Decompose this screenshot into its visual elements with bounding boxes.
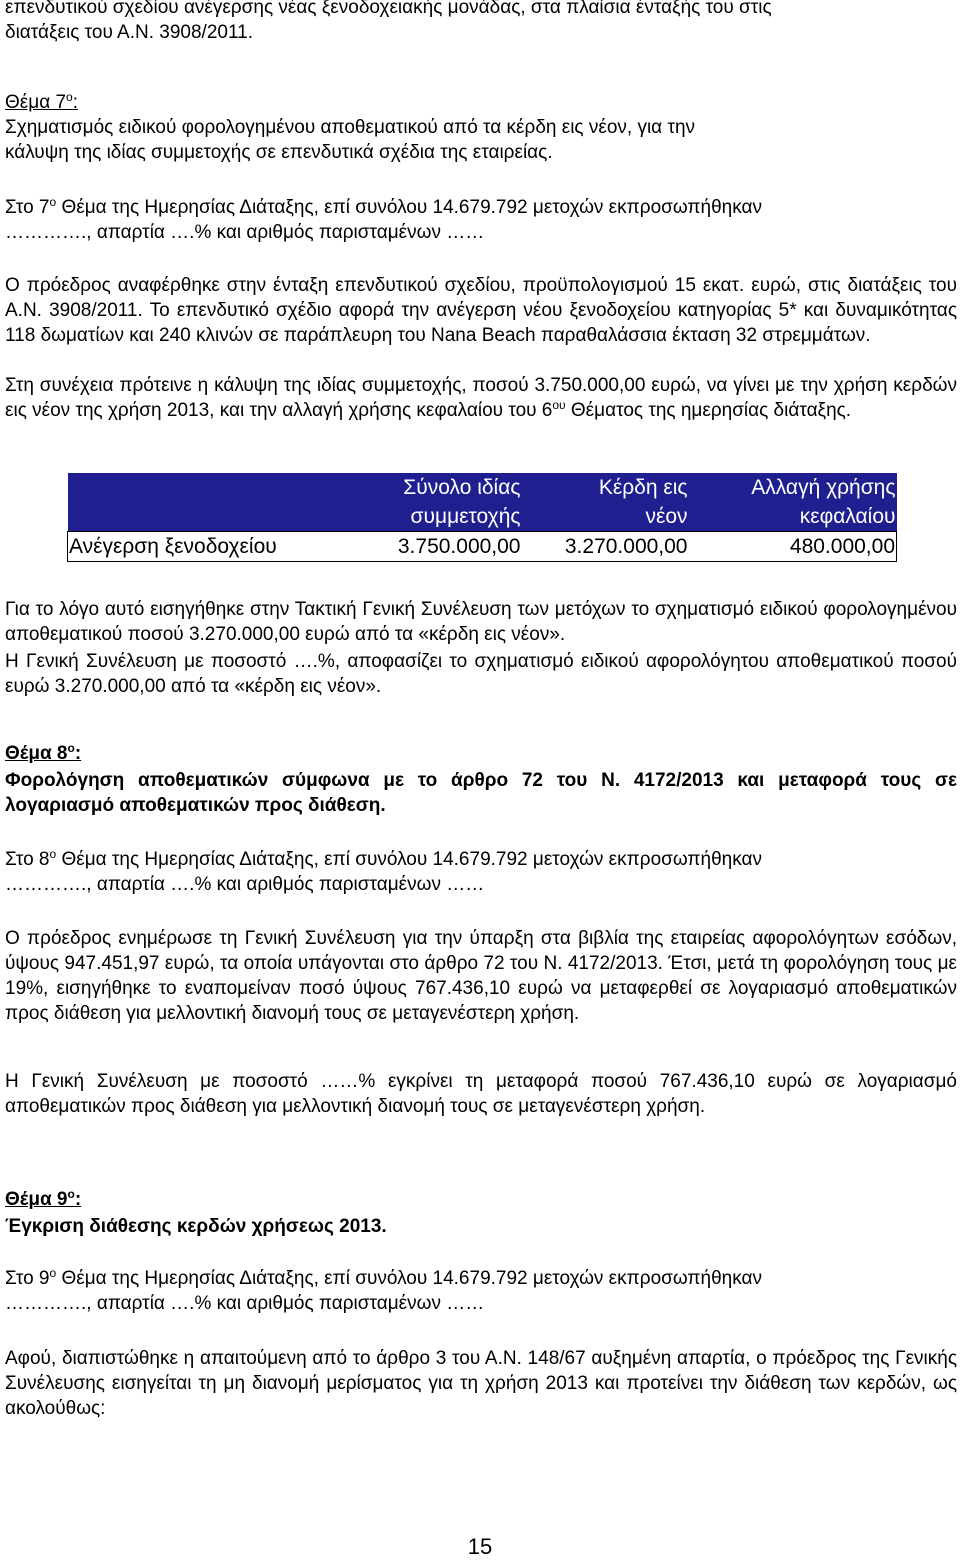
item8-heading: [5, 741, 957, 766]
table-header-cell: νέον: [522, 502, 689, 532]
item8-quorum-line-2: …………., απαρτία ….% και αριθμός παρισταμένων ……: [5, 874, 485, 895]
item9-text-1: Αφού, διαπιστώθηκε η απαιτούμενη από το άρθρο 3 του Α.Ν. 148/67 αυξημένη απαρτία, ο πρόεδρος της Γενικής Συνέλευσης εισηγείται τη μη διανομή μερίσματος για τη χρήση 2013 και προτείνει την διάθεση των κερδών, ως ακολούθως:: [5, 1348, 957, 1419]
item7-quorum-line-2: …………., απαρτία ….% και αριθμός παρισταμένων ……: [5, 222, 485, 243]
table-header-cell: [68, 502, 350, 532]
item8-quorum: Στο $8^o$ Θέμα της Ημερησίας Διάταξης, επί συνόλου 14.679.792 μετοχών εκπροσωπήθηκαν …………., απαρτία ….% και αριθμός παρισταμένων ……: [5, 847, 957, 897]
item8-decision: Η Γενική Συνέλευση με ποσοστό ……% εγκρίνει τη μεταφορά ποσού 767.436,10 ευρώ σε λογαριασμό αποθεματικών προς διάθεση για μελλοντική διανομή τους σε μεταγενέστερη χρήση.: [5, 1071, 957, 1117]
item7-text-2: Στη συνέχεια πρότεινε η κάλυψη της ιδίας συμμετοχής, ποσού 3.750.000,00 ευρώ, να γίνει με την χρήση κερδών εις νέον της χρήση 2013, και την αλλαγή χρήσης κεφαλαίου του $6^{o\upsilon}$ Θέματος της ημερησίας διάταξης.: [5, 375, 957, 421]
table-cell: 480.000,00: [689, 532, 897, 562]
table-header-cell: συμμετοχής: [350, 502, 522, 532]
item8-subject: Φορολόγηση αποθεματικών σύμφωνα με το άρθρο 72 του Ν. 4172/2013 και μεταφορά τους σε λογαριασμό αποθεματικών προς διάθεση.: [5, 770, 957, 816]
item9-quorum: Στο $9^o$ Θέμα της Ημερησίας Διάταξης, επί συνόλου 14.679.792 μετοχών εκπροσωπήθηκαν …………., απαρτία ….% και αριθμός παρισταμένων ……: [5, 1266, 957, 1316]
table-header-cell: Αλλαγή χρήσης: [689, 473, 897, 502]
item9-subject: Έγκριση διάθεσης κερδών χρήσεως 2013.: [5, 1216, 387, 1237]
table-cell: 3.750.000,00: [350, 532, 522, 562]
table-header-cell: Σύνολο ιδίας: [350, 473, 522, 502]
item7-subject-line-2: κάλυψη της ιδίας συμμετοχής σε επενδυτικά σχέδια της εταιρείας.: [5, 142, 553, 163]
intro-paragraph: [5, 0, 957, 45]
intro-line-2: διατάξεις του Α.Ν. 3908/2011.: [5, 22, 253, 43]
item7-proposal: Για το λόγο αυτό εισηγήθηκε στην Τακτική Γενική Συνέλευση των μετόχων το σχηματισμό ειδικού φορολογημένου αποθεματικού ποσού 3.270.000,00 ευρώ από τα «κέρδη εις νέον».: [5, 599, 957, 645]
table-header-cell: κεφαλαίου: [689, 502, 897, 532]
table-cell: 3.270.000,00: [522, 532, 689, 562]
item8-heading-label: Θέμα $8^o$:: [5, 741, 82, 764]
item7-quorum: Στο $7^o$ Θέμα της Ημερησίας Διάταξης, επί συνόλου 14.679.792 μετοχών εκπροσωπήθηκαν …………., απαρτία ….% και αριθμός παρισταμένων ……: [5, 195, 957, 245]
funding-table-header-row-1: [68, 473, 897, 502]
funding-table: [67, 473, 897, 562]
funding-table-header-row-2: [68, 502, 897, 532]
item9-heading-label: Θέμα $9^o$:: [5, 1187, 82, 1210]
table-header-cell: [68, 473, 350, 502]
item9-quorum-line-2: …………., απαρτία ….% και αριθμός παρισταμένων ……: [5, 1293, 485, 1314]
item8-text-1: Ο πρόεδρος ενημέρωσε τη Γενική Συνέλευση για την ύπαρξη στα βιβλία της εταιρείας αφορολόγητων εσόδων, ύψους 947.451,97 ευρώ, τα οποία υπάγονται στο άρθρο 72 του Ν. 4172/2013. Έτσι, μετά τη φορολόγηση τους με 19%, εισηγήθηκε το εναπομείναν ποσό ύψους 767.436,10 ευρώ να μεταφερθεί σε λογαριασμό αποθεματικών προς διάθεση για μελλοντική διανομή τους σε μεταγενέστερη χρήση.: [5, 928, 957, 1024]
table-row: [68, 532, 897, 562]
item7-subject: [5, 115, 957, 165]
item7-decision: Η Γενική Συνέλευση με ποσοστό ….%, αποφασίζει το σχηματισμό ειδικού αφορολόγητου αποθεματικού ποσού ευρώ 3.270.000,00 από τα «κέρδη εις νέον».: [5, 651, 957, 697]
item7-subject-line-1: Σχηματισμός ειδικού φορολογημένου αποθεματικού από τα κέρδη εις νέον, για την: [5, 117, 696, 138]
item7-heading: [5, 90, 957, 115]
item7-text-1: Ο πρόεδρος αναφέρθηκε στην ένταξη επενδυτικού σχεδίου, προϋπολογισμού 15 εκατ. ευρώ, στις διατάξεις του Α.Ν. 3908/2011. Το επενδυτικό σχέδιο αφορά την ανέγερση νέου ξενοδοχείου κατηγορίας 5* και δυναμικότητας 118 δωματίων και 240 κλινών σε παράπλευρη του Nana Beach παραθαλάσσια έκταση 32 στρεμμάτων.: [5, 275, 957, 346]
item7-heading-label: Θέμα $7^o$:: [5, 90, 78, 113]
item9-heading: [5, 1187, 957, 1212]
table-cell: Ανέγερση ξενοδοχείου: [68, 532, 350, 562]
page-number: 15: [467, 1534, 493, 1559]
table-header-cell: Κέρδη εις: [522, 473, 689, 502]
intro-line-1: επενδυτικού σχεδίου ανέγερσης νέας ξενοδοχειακής μονάδας, στα πλαίσια ένταξής του στις: [5, 0, 772, 18]
